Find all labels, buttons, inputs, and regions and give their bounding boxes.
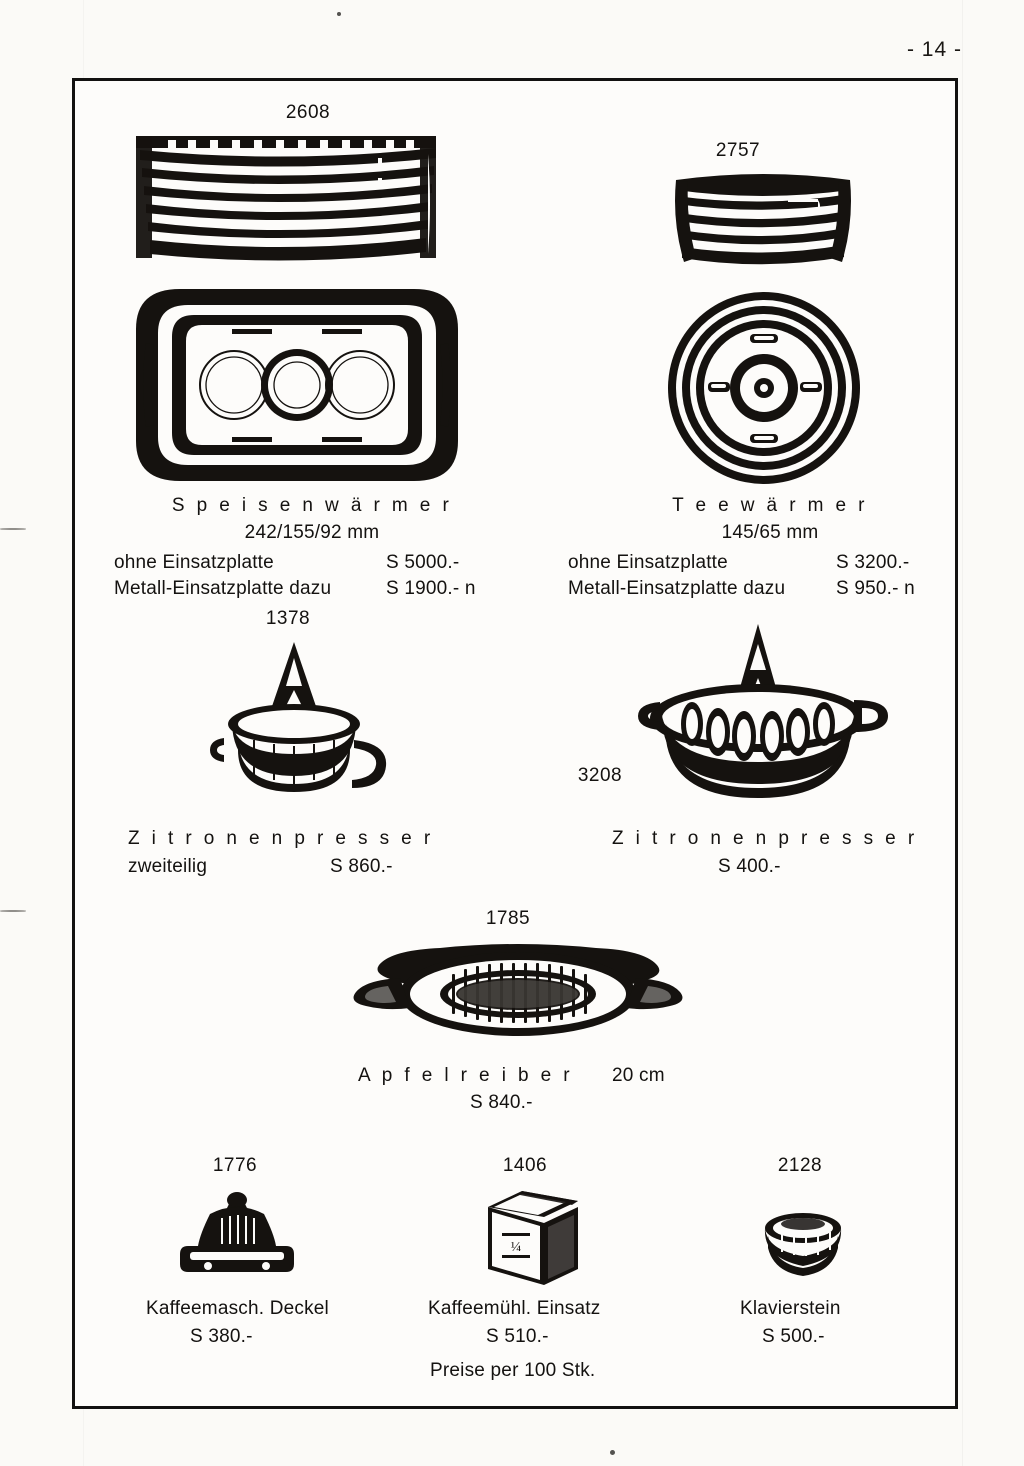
- illustration-apfelreiber: [348, 938, 688, 1053]
- item-price-2128: S 500.-: [762, 1326, 825, 1347]
- svg-text:¼: ¼: [510, 1240, 522, 1255]
- item-code-3208: 3208: [577, 765, 623, 786]
- price-value-2608-a: S 5000.-: [386, 552, 460, 573]
- price-label-2608-a: ohne Einsatzplatte: [114, 552, 274, 573]
- item-title-1785-text: A p f e l r e i b e r: [358, 1065, 574, 1086]
- page-number: - 14 -: [906, 38, 962, 61]
- item-price-3208: S 400.-: [718, 856, 781, 877]
- item-code-2608: 2608: [285, 102, 331, 123]
- illustration-kaffeemuehl-einsatz: [478, 1185, 588, 1290]
- item-title-2608: S p e i s e n w ä r m e r: [171, 495, 453, 516]
- item-title-1406: Kaffeemühl. Einsatz: [428, 1298, 601, 1319]
- price-label-2608-b: Metall-Einsatzplatte dazu: [114, 578, 332, 599]
- item-code-1776: 1776: [212, 1155, 258, 1176]
- item-code-2757: 2757: [715, 140, 761, 161]
- item-title-1378: Z i t r o n e n p r e s s e r: [128, 828, 434, 849]
- item-title-1785: [358, 1065, 573, 1087]
- illustration-klavierstein: [748, 1210, 858, 1282]
- page-edge-mark: [0, 910, 26, 912]
- item-dimensions-2608: 242/155/92 mm: [244, 522, 380, 543]
- price-value-2608-b: S 1900.- n: [386, 578, 476, 599]
- item-code-1785: 1785: [485, 908, 531, 929]
- item-title-1776: Kaffeemasch. Deckel: [146, 1298, 329, 1319]
- price-label-2757-b: Metall-Einsatzplatte dazu: [568, 578, 786, 599]
- footer-note: Preise per 100 Stk.: [430, 1360, 596, 1381]
- item-title-2757: T e e w ä r m e r: [672, 495, 868, 516]
- item-dimensions-1785: 20 cm: [612, 1065, 665, 1086]
- item-code-1378: 1378: [265, 608, 311, 629]
- scan-artifact-line: [962, 0, 963, 1466]
- item-price-1378: S 860.-: [330, 856, 393, 877]
- illustration-zitronenpresser-1378: [198, 636, 408, 816]
- price-value-2757-b: S 950.- n: [836, 578, 915, 599]
- illustration-teewaermer-lid: [668, 166, 858, 278]
- page-edge-mark: [0, 528, 26, 530]
- item-dimensions-2757: 145/65 mm: [721, 522, 819, 543]
- illustration-teewaermer-plate: [664, 288, 864, 488]
- dust-speck: [337, 12, 341, 16]
- price-value-2757-a: S 3200.-: [836, 552, 910, 573]
- illustration-zitronenpresser-3208: [630, 620, 900, 810]
- dust-speck: [610, 1450, 615, 1455]
- illustration-speisenwaermer-lid: [128, 128, 448, 278]
- illustration-kaffeemasch-deckel: [172, 1188, 302, 1280]
- item-title-2128: Klavierstein: [740, 1298, 841, 1319]
- item-code-2128: 2128: [777, 1155, 823, 1176]
- item-price-1776: S 380.-: [190, 1326, 253, 1347]
- item-price-1785: S 840.-: [470, 1092, 533, 1113]
- item-title-3208: Z i t r o n e n p r e s s e r: [612, 828, 918, 849]
- item-price-1406: S 510.-: [486, 1326, 549, 1347]
- price-label-2757-a: ohne Einsatzplatte: [568, 552, 728, 573]
- item-subtitle-1378: zweiteilig: [128, 856, 208, 877]
- item-code-1406: 1406: [502, 1155, 548, 1176]
- illustration-speisenwaermer-tray: [132, 285, 462, 485]
